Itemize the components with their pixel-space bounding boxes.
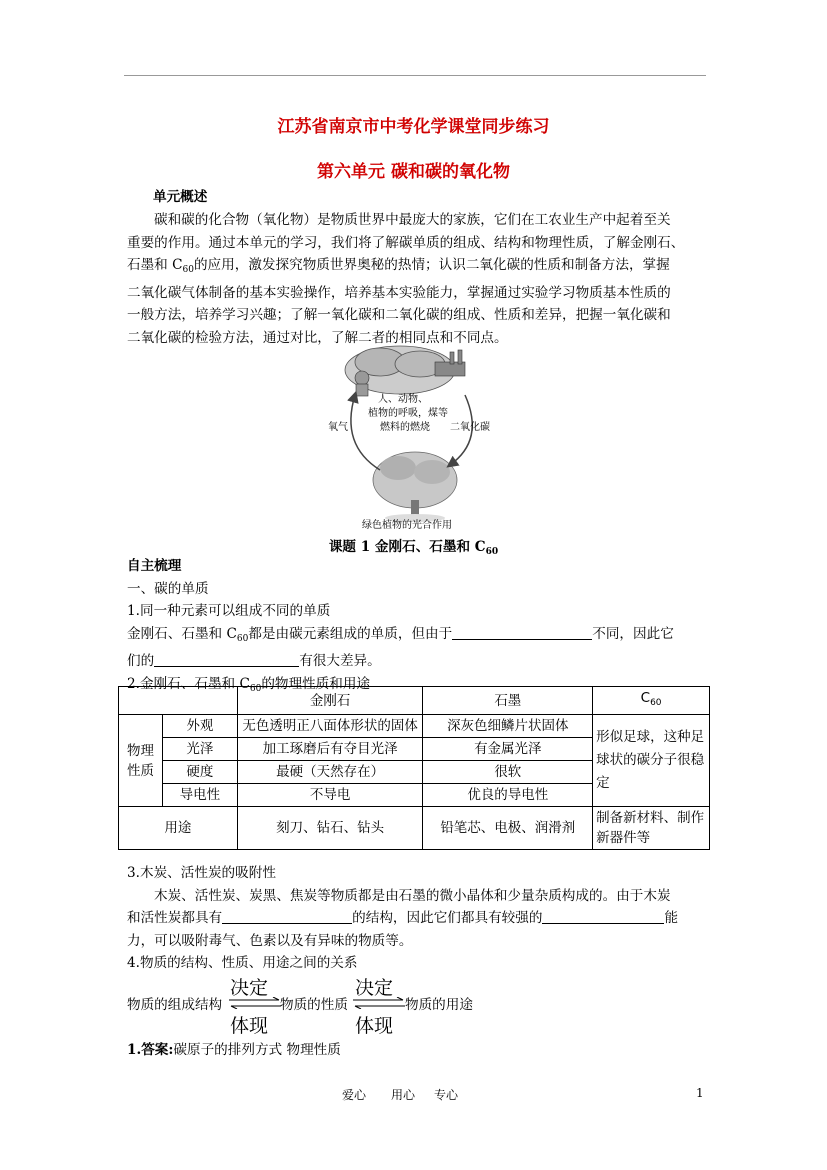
text-fragment: 们的 [127,653,155,669]
relation-heading: 4.物质的结构、性质、用途之间的关系 [127,955,358,971]
text-fragment: 的结构，因此它们都具有较强的 [352,910,543,926]
review-section [127,555,712,700]
table-cell: 最硬（天然存在） [237,761,423,784]
figure-center-text-3: 燃料的燃烧 [380,422,430,433]
text-fragment: 和活性炭都具有 [127,910,223,926]
text-fragment: 能 [664,910,679,926]
table-cell: 加工琢磨后有夺目光泽 [237,738,423,761]
lesson-title [0,535,827,557]
figure-center-text-1: 人、动物、 [378,394,428,405]
text-fragment: 金刚石、石墨和 C [127,625,237,642]
text-fragment: 物理 [126,742,154,759]
double-arrow-icon [229,997,281,1009]
table-header [593,687,710,715]
answer-line [127,1039,712,1062]
overview-line: 重要的作用。通过本单元的学习，我们将了解碳单质的组成、结构和物理性质，了解金刚石、 [127,234,685,251]
table-cell: 优良的导电性 [423,784,593,807]
text-fragment: 2.金刚石、石墨和 C [127,675,250,692]
table-cell: 导电性 [162,784,237,807]
overview-heading: 单元概述 [153,189,208,205]
overview-line3-prefix: 石墨和 C [127,257,183,273]
text-fragment: 不同，因此它 [592,625,674,642]
review-heading: 自主梳理 [127,558,182,574]
arrow-bottom-label: 体现 [355,1015,394,1037]
table-header: 金刚石 [237,687,423,715]
table-corner-cell [119,687,238,715]
fill-blank-4[interactable] [542,908,664,924]
relation-item-property: 物质的性质 [280,997,348,1013]
c60-subscript: 60 [249,683,262,694]
lesson-title-text: 课题 1 金刚石、石墨和 C [328,539,486,555]
relation-item-use: 物质的用途 [405,997,473,1013]
overview-line: 一般方法，培养学习兴趣；了解一氧化碳和二氧化碳的组成、性质和差异，把握一氧化碳和 [127,307,671,323]
text-fragment: 性质 [126,762,154,779]
figure-caption: 绿色植物的光合作用 [362,520,452,531]
arrow-top-label: 决定 [355,977,394,999]
table-cell: 外观 [162,715,237,738]
table-cell: 铅笔芯、电极、润滑剂 [423,807,593,850]
adsorption-heading: 3.木炭、活性炭的吸附性 [127,865,276,881]
text-fragment: 都是由碳元素组成的单质，但由于 [248,625,453,642]
table-cell: 不导电 [237,784,423,807]
page-number: 1 [696,1086,704,1100]
adsorption-line: 木炭、活性炭、炭黑、焦炭等物质都是由石墨的微小晶体和少量杂质构成的。由于木炭 [154,887,671,904]
overview-paragraph [127,209,712,349]
lesson-title-sub: 60 [485,547,499,557]
cycle-arrow-left [351,395,380,470]
bottom-tree-icon [373,452,457,522]
table-cell: 刻刀、钻石、钻头 [237,807,423,850]
table-cell: 深灰色细鳞片状固体 [423,715,593,738]
c60-subscript: 60 [236,633,249,644]
overview-line: 二氧化碳的检验方法，通过对比，了解二者的相同点和不同点。 [127,329,508,346]
figure-right-label: 二氧化碳 [450,422,490,433]
footer-middle: 用心 [391,1088,416,1102]
answer-text: 碳原子的排列方式 物理性质 [173,1042,341,1058]
c60-subscript: 60 [182,265,194,275]
answer-label: 1.答案: [127,1042,174,1058]
text-fragment: 有很大差异。 [299,653,381,669]
header-rule [124,75,706,76]
figure-center-text-2: 植物的呼吸，煤等 [368,408,448,419]
double-arrow-icon [353,997,405,1009]
table-cell: 制备新材料、制作新器件等 [593,807,710,850]
c60-subscript: 60 [650,698,662,708]
relation-item-structure: 物质的组成结构 [127,997,223,1013]
uses-label: 用途 [119,807,238,850]
footer-left: 爱心 [342,1088,367,1102]
footer-right: 专心 [434,1088,459,1102]
text-fragment: 的物理性质和用途 [261,675,371,692]
adsorption-section [127,862,712,975]
table-row-uses [119,807,710,850]
table-cell: 硬度 [162,761,237,784]
overview-line3-rest: 的应用，激发探究物质世界奥秘的热情；认识二氧化碳的性质和制备方法，掌握 [193,257,670,273]
table-header: 石墨 [423,687,593,715]
table-header-text: C [640,690,651,706]
document-title: 江苏省南京市中考化学课堂同步练习 [277,117,550,137]
arrow-bottom-label: 体现 [230,1015,269,1037]
adsorption-line [127,907,712,930]
arrow-top-label: 决定 [230,977,269,999]
table-cell: 很软 [423,761,593,784]
overview-line: 碳和碳的化合物（氧化物）是物质世界中最庞大的家族，它们在工农业生产中起着至关 [154,212,671,228]
table-cell: 有金属光泽 [423,738,593,761]
fill-blank-3[interactable] [222,908,352,924]
fill-blank-1[interactable] [452,624,592,640]
relation-diagram [127,975,547,1035]
item-1-line-1 [127,623,712,651]
overview-line [127,254,712,282]
overview-line: 二氧化碳气体制备的基本实验操作，培养基本实验能力，掌握通过实验学习物质基本性质的 [127,284,671,301]
c60-physical-cell: 形似足球，这种足球状的碳分子很稳定 [593,715,710,807]
physical-props-label [119,715,163,807]
table-cell: 无色透明正八面体形状的固体 [237,715,423,738]
table-cell: 光泽 [162,738,237,761]
fill-blank-2[interactable] [154,651,299,667]
item-1-line-2 [127,650,712,673]
item-1-heading: 1.同一种元素可以组成不同的单质 [127,603,331,619]
figure-left-label: 氧气 [328,422,348,433]
unit-title: 第六单元 碳和碳的氧化物 [317,162,510,182]
carbon-cycle-figure [300,340,525,535]
adsorption-line: 力，可以吸附毒气、色素以及有异味的物质等。 [127,932,413,949]
table-row [119,715,710,738]
table-header-row [119,687,710,715]
carbon-elements-heading: 一、碳的单质 [127,580,209,597]
